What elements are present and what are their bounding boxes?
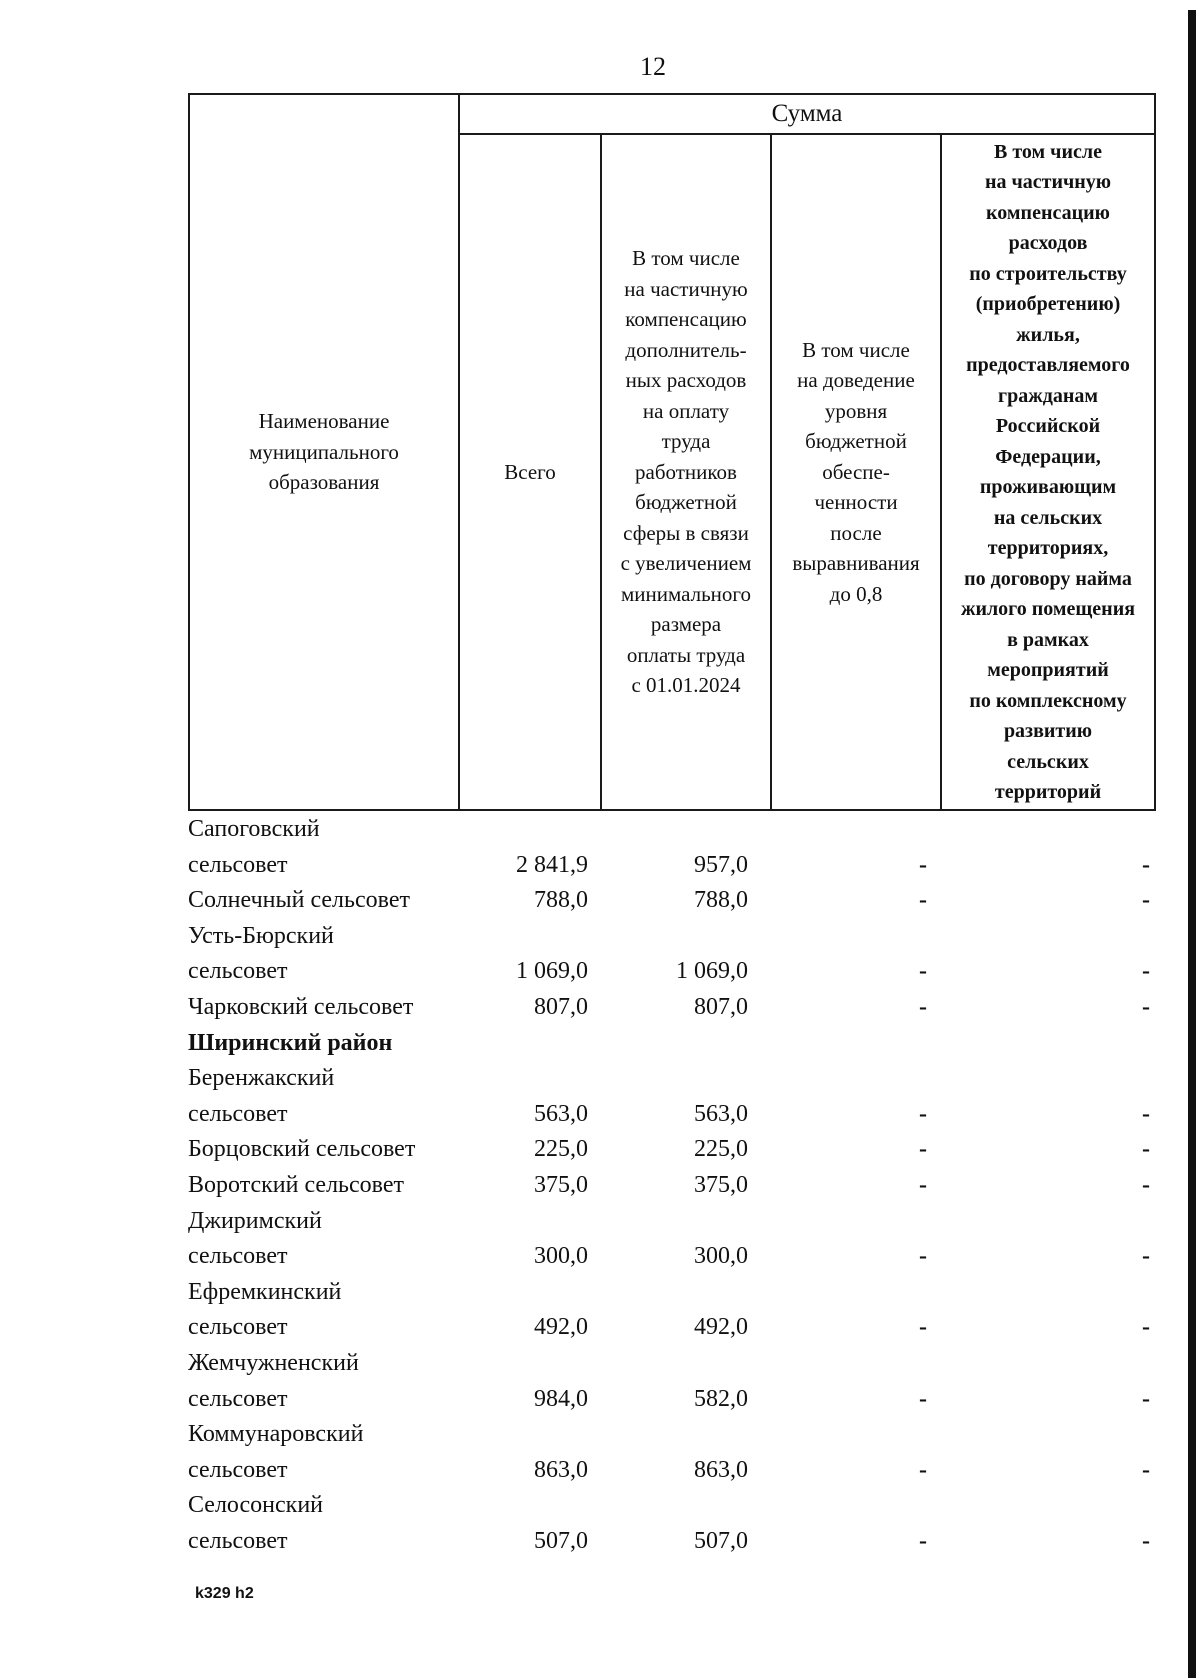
- header-line: сферы в связи: [623, 520, 749, 545]
- row-total: 507,0: [534, 1527, 588, 1554]
- header-line: по строительству: [969, 262, 1127, 285]
- row-total: 2 841,9: [516, 851, 588, 878]
- table-row: [188, 1061, 1156, 1097]
- header-line: бюджетной: [805, 429, 907, 454]
- row-mrot: 863,0: [694, 1456, 748, 1483]
- row-name: Коммунаровский: [188, 1421, 364, 1448]
- header-line: Наименование: [258, 409, 390, 434]
- row-housing: -: [1142, 1100, 1150, 1127]
- table-row: [188, 1204, 1156, 1240]
- row-name: Чарковский сельсовет: [188, 993, 414, 1020]
- header-line: В том числе: [994, 140, 1102, 163]
- table-row: [188, 1524, 1156, 1560]
- row-total: 492,0: [534, 1314, 588, 1341]
- row-name: сельсовет: [188, 1527, 288, 1554]
- header-mrot-text: [606, 243, 766, 701]
- table-row: [188, 1026, 1156, 1062]
- header-total-cell: Всего: [459, 134, 601, 810]
- scan-edge: [1188, 10, 1196, 1678]
- header-equal-text: [776, 335, 936, 610]
- table-row: [188, 1453, 1156, 1489]
- row-total: 225,0: [534, 1136, 588, 1163]
- header-line: в рамках: [1007, 628, 1089, 651]
- header-line: размера: [650, 612, 722, 637]
- header-line: компенсацию: [625, 307, 747, 332]
- row-equal: -: [919, 1171, 927, 1198]
- header-line: на частичную: [624, 276, 748, 301]
- header-line: сельских: [1007, 750, 1089, 773]
- header-line: жилья,: [1016, 323, 1080, 346]
- table-row: [188, 1132, 1156, 1168]
- table-body: [188, 812, 1156, 1559]
- header-line: компенсацию: [986, 201, 1110, 224]
- header-line: на частичную: [984, 171, 1112, 193]
- page-number: 12: [640, 52, 666, 81]
- row-name: сельсовет: [188, 1385, 288, 1412]
- row-mrot: 507,0: [694, 1527, 748, 1554]
- footer-code: k329 h2: [195, 1585, 254, 1602]
- header-housing-text: [946, 137, 1150, 808]
- row-name: Усть-Бюрский: [188, 922, 334, 949]
- row-mrot: 582,0: [694, 1385, 748, 1412]
- row-housing: -: [1142, 851, 1150, 878]
- table-row: [188, 954, 1156, 990]
- row-housing: -: [1142, 958, 1150, 985]
- table-row: [188, 1097, 1156, 1133]
- header-housing-cell: [941, 134, 1155, 810]
- header-line: минимального: [620, 581, 752, 606]
- header-line: предоставляемого: [966, 354, 1130, 376]
- row-equal: -: [919, 1100, 927, 1127]
- row-total: 1 069,0: [516, 958, 588, 985]
- header-mrot-cell: [601, 134, 771, 810]
- header-line: на доведение: [797, 368, 915, 393]
- table-row: [188, 1488, 1156, 1524]
- header-line: по договору найма: [964, 567, 1132, 590]
- row-housing: -: [1142, 1527, 1150, 1554]
- header-line: на сельских: [993, 506, 1103, 529]
- header-line: (приобретению): [975, 293, 1121, 315]
- row-total: 563,0: [534, 1100, 588, 1127]
- row-housing: -: [1142, 1456, 1150, 1483]
- table-row: [188, 883, 1156, 919]
- table-row: [188, 1417, 1156, 1453]
- row-name: сельсовет: [188, 958, 288, 985]
- row-mrot: 225,0: [694, 1136, 748, 1163]
- table-row: [188, 812, 1156, 848]
- table-header: [188, 93, 1156, 811]
- header-line: территориях,: [987, 537, 1109, 559]
- row-mrot: 492,0: [694, 1314, 748, 1341]
- row-mrot: 788,0: [694, 887, 748, 914]
- row-equal: -: [919, 887, 927, 914]
- header-name-text: [194, 406, 454, 498]
- header-line: дополнитель-: [625, 337, 747, 362]
- table-row: [188, 848, 1156, 884]
- row-mrot: 375,0: [694, 1171, 748, 1198]
- header-line: территорий: [994, 781, 1102, 803]
- table-row: [188, 1346, 1156, 1382]
- header-line: обеспе-: [822, 459, 890, 484]
- table-row: [188, 1239, 1156, 1275]
- table-row: [188, 919, 1156, 955]
- row-equal: -: [919, 1527, 927, 1554]
- row-name: Джиримский: [188, 1207, 322, 1234]
- header-line: ченности: [814, 490, 898, 515]
- header-line: работников: [635, 459, 737, 484]
- header-line: по комплексному: [969, 689, 1127, 712]
- row-total: 863,0: [534, 1456, 588, 1483]
- row-equal: -: [919, 1243, 927, 1270]
- row-name: Сапоговский: [188, 816, 320, 842]
- header-line: ных расходов: [625, 368, 747, 393]
- header-line: выравнивания: [792, 551, 920, 576]
- header-line: бюджетной: [635, 490, 737, 515]
- row-mrot: 563,0: [694, 1100, 748, 1127]
- row-housing: -: [1142, 993, 1150, 1020]
- row-equal: -: [919, 1314, 927, 1341]
- row-housing: -: [1142, 1136, 1150, 1163]
- row-equal: -: [919, 1456, 927, 1483]
- table-row: [188, 1382, 1156, 1418]
- row-name: Селосонский: [188, 1492, 324, 1519]
- row-mrot: 807,0: [694, 993, 748, 1020]
- header-line: гражданам: [998, 384, 1098, 407]
- table-row: [188, 1310, 1156, 1346]
- row-housing: -: [1142, 1171, 1150, 1198]
- header-line: развитию: [1003, 720, 1093, 742]
- header-sum-cell: Сумма: [459, 94, 1155, 134]
- header-line: после: [830, 520, 882, 545]
- header-name-cell: [189, 94, 459, 810]
- row-mrot: 957,0: [694, 851, 748, 878]
- row-mrot: 1 069,0: [676, 958, 748, 985]
- table-row: [188, 1275, 1156, 1311]
- row-name: Ширинский район: [188, 1029, 393, 1056]
- header-line: с 01.01.2024: [631, 673, 741, 698]
- row-name: Солнечный сельсовет: [188, 887, 410, 914]
- header-line: труда: [661, 429, 711, 454]
- row-name: сельсовет: [188, 1456, 288, 1483]
- row-housing: -: [1142, 1314, 1150, 1341]
- row-equal: -: [919, 851, 927, 878]
- row-name: Беренжакский: [188, 1065, 335, 1092]
- row-name: Жемчужненский: [188, 1349, 359, 1376]
- header-line: уровня: [824, 398, 888, 423]
- row-name: Ефремкинский: [188, 1278, 342, 1305]
- row-total: 300,0: [534, 1243, 588, 1270]
- row-name: сельсовет: [188, 1243, 288, 1270]
- table-row: [188, 990, 1156, 1026]
- row-housing: -: [1142, 887, 1150, 914]
- row-housing: -: [1142, 1385, 1150, 1412]
- row-equal: -: [919, 993, 927, 1020]
- header-line: расходов: [1008, 232, 1088, 254]
- row-housing: -: [1142, 1243, 1150, 1270]
- header-line: муниципального: [249, 439, 399, 464]
- header-line: В том числе: [802, 337, 910, 362]
- row-name: Борцовский сельсовет: [188, 1136, 416, 1163]
- row-equal: -: [919, 1385, 927, 1412]
- row-total: 375,0: [534, 1171, 588, 1198]
- header-line: Российской: [995, 415, 1101, 437]
- header-line: до 0,8: [829, 581, 883, 606]
- table-row: [188, 1168, 1156, 1204]
- row-name: сельсовет: [188, 1314, 288, 1341]
- row-name: Воротский сельсовет: [188, 1171, 404, 1198]
- header-line: оплаты труда: [626, 642, 746, 667]
- header-line: на оплату: [642, 398, 730, 423]
- header-equal-cell: [771, 134, 941, 810]
- header-line: мероприятий: [987, 659, 1109, 681]
- row-equal: -: [919, 1136, 927, 1163]
- header-line: образования: [268, 470, 380, 495]
- header-line: жилого помещения: [960, 598, 1136, 620]
- row-name: сельсовет: [188, 1100, 288, 1127]
- row-equal: -: [919, 958, 927, 985]
- row-total: 984,0: [534, 1385, 588, 1412]
- header-line: с увеличением: [620, 551, 752, 576]
- header-line: проживающим: [979, 476, 1117, 498]
- row-mrot: 300,0: [694, 1243, 748, 1270]
- header-line: В том числе: [632, 246, 740, 271]
- row-total: 788,0: [534, 887, 588, 914]
- row-total: 807,0: [534, 993, 588, 1020]
- header-line: Федерации,: [995, 445, 1101, 468]
- row-name: сельсовет: [188, 851, 288, 878]
